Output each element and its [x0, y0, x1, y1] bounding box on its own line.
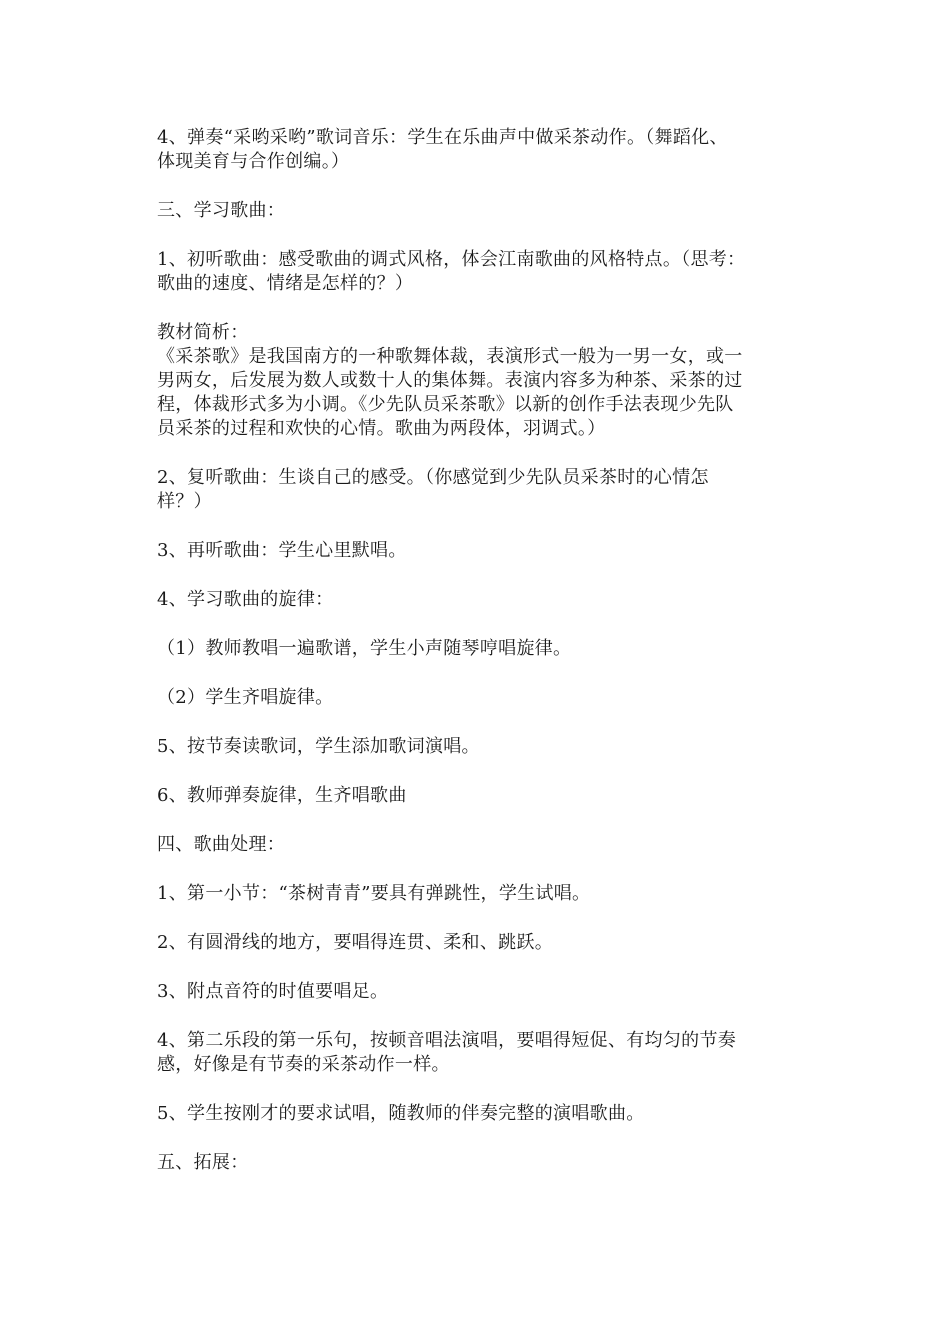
paragraph-learn-melody [157, 588, 800, 612]
text-line: 歌曲的速度、情绪是怎样的？） [157, 273, 414, 294]
text-line: 三、学习歌曲： [157, 200, 286, 221]
section-heading-extension [157, 1151, 800, 1175]
text-line: 3、再听歌曲：学生心里默唱。 [157, 540, 407, 561]
text-line: 1、初听歌曲：感受歌曲的调式风格，体会江南歌曲的风格特点。（思考： [157, 249, 746, 270]
text-line: 5、按节奏读歌词，学生添加歌词演唱。 [157, 736, 480, 757]
text-line: 5、学生按刚才的要求试唱，随教师的伴奏完整的演唱歌曲。 [157, 1103, 645, 1124]
paragraph-treatment-1 [157, 882, 800, 906]
paragraph-treatment-4 [157, 1029, 800, 1077]
text-line: 男两女，后发展为数人或数十人的集体舞。表演内容多为种茶、采茶的过 [157, 370, 743, 391]
text-line: 感，好像是有节奏的采茶动作一样。 [157, 1054, 450, 1075]
text-line: 《采茶歌》是我国南方的一种歌舞体裁，表演形式一般为一男一女，或一 [157, 346, 743, 367]
document-page [157, 126, 800, 1200]
paragraph-step4-performance [157, 126, 800, 174]
text-line: 6、教师弹奏旋律，生齐唱歌曲 [157, 785, 407, 806]
text-line: （1）教师教唱一遍歌谱，学生小声随琴哼唱旋律。 [157, 638, 572, 659]
text-line: 教材简析： [157, 322, 249, 343]
paragraph-first-listening [157, 248, 800, 296]
paragraph-treatment-2 [157, 931, 800, 955]
text-line: 3、附点音符的时值要唱足。 [157, 981, 389, 1002]
paragraph-read-lyrics [157, 735, 800, 759]
text-line: 2、复听歌曲：生谈自己的感受。（你感觉到少先队员采茶时的心情怎 [157, 467, 709, 488]
paragraph-sing-together [157, 784, 800, 808]
text-line: 样？） [157, 491, 212, 512]
paragraph-second-listening [157, 466, 800, 514]
section-heading-song-treatment [157, 833, 800, 857]
paragraph-treatment-5 [157, 1102, 800, 1126]
section-heading-learn-song [157, 199, 800, 223]
text-line: 体现美育与合作创编。） [157, 151, 350, 172]
paragraph-treatment-3 [157, 980, 800, 1004]
text-line: 五、拓展： [157, 1152, 249, 1173]
text-line: 1、第一小节：“茶树青青”要具有弹跳性，学生试唱。 [157, 883, 591, 904]
text-line: 四、歌曲处理： [157, 834, 286, 855]
text-line: （2）学生齐唱旋律。 [157, 687, 334, 708]
text-line: 员采茶的过程和欢快的心情。歌曲为两段体，羽调式。） [157, 418, 606, 439]
text-line: 4、学习歌曲的旋律： [157, 589, 334, 610]
paragraph-melody-step1 [157, 637, 800, 661]
text-line: 4、弹奏“采哟采哟”歌词音乐：学生在乐曲声中做采茶动作。（舞蹈化、 [157, 127, 728, 148]
text-line: 2、有圆滑线的地方，要唱得连贯、柔和、跳跃。 [157, 932, 554, 953]
paragraph-melody-step2 [157, 686, 800, 710]
text-line: 4、第二乐段的第一乐句，按顿音唱法演唱，要唱得短促、有均匀的节奏 [157, 1030, 737, 1051]
paragraph-material-analysis [157, 345, 800, 441]
text-line: 程，体裁形式多为小调。《少先队员采茶歌》以新的创作手法表现少先队 [157, 394, 734, 415]
paragraph-third-listening [157, 539, 800, 563]
subheading-material-analysis [157, 321, 800, 345]
